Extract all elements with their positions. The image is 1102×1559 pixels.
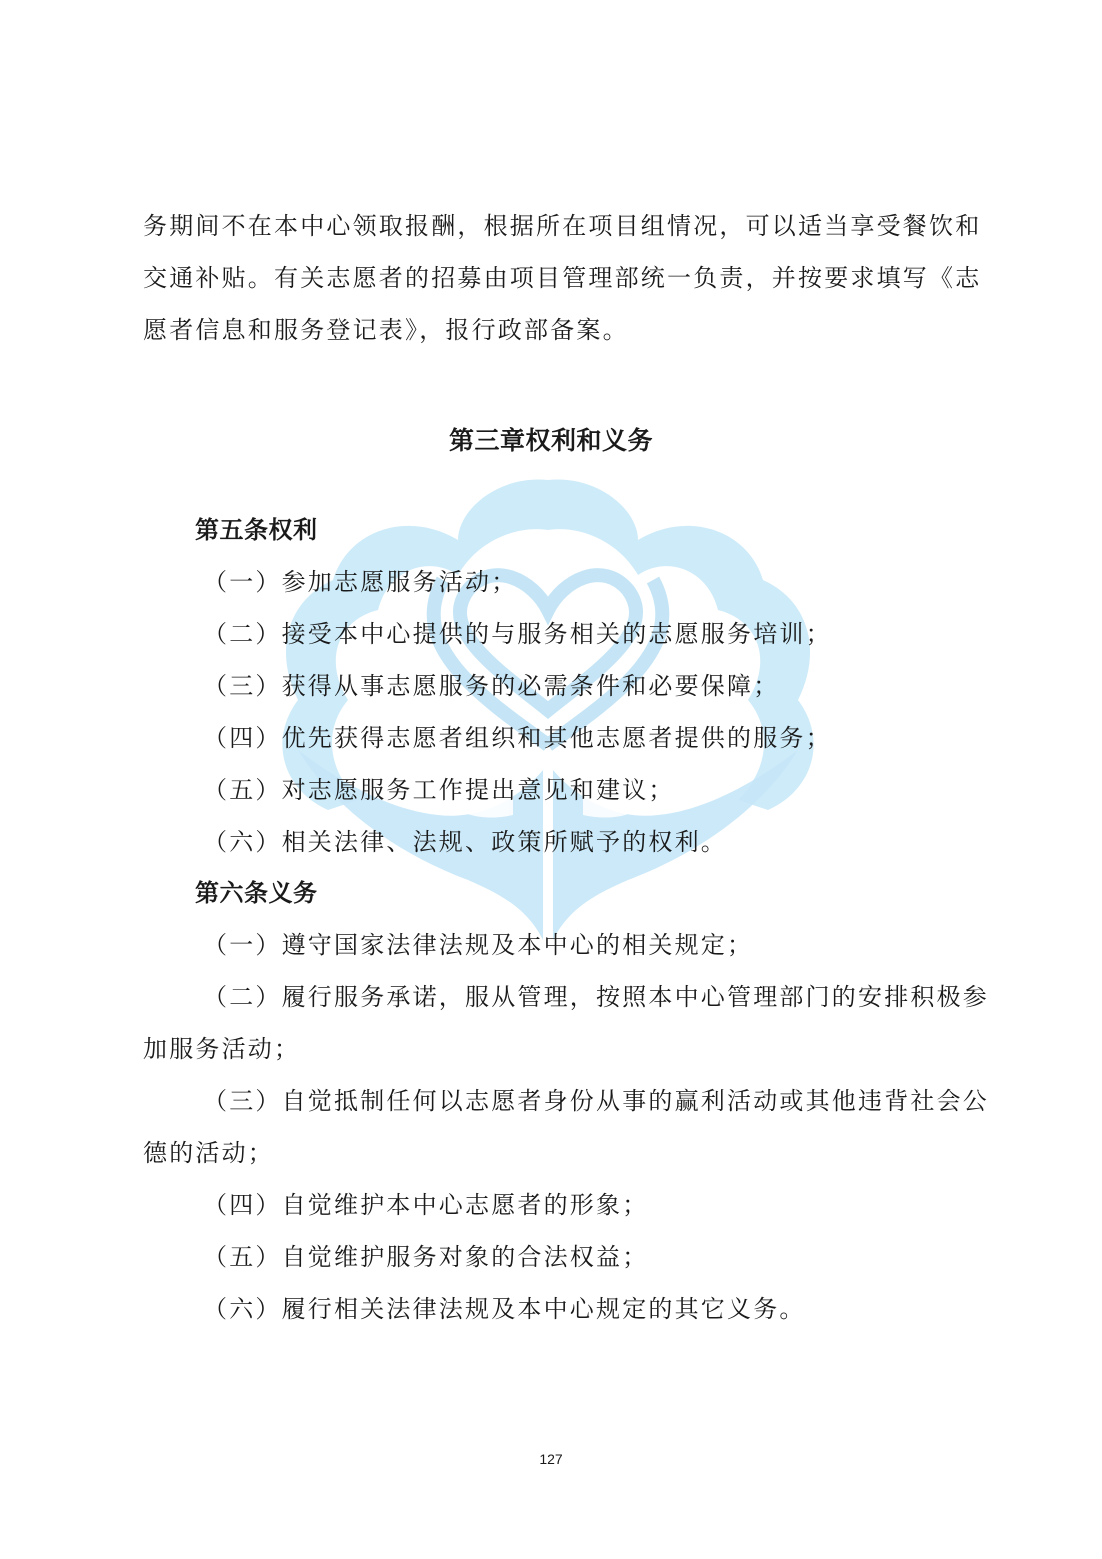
chapter-title: 第三章权利和义务 (448, 426, 653, 455)
list-item-continuation: 加服务活动； (143, 1035, 301, 1063)
list-item: （一）遵守国家法律法规及本中心的相关规定； (203, 931, 754, 959)
paragraph-line: 交通补贴。有关志愿者的招募由项目管理部统一负责，并按要求填写《志 (143, 264, 982, 292)
article-five-title: 第五条权利 (195, 516, 318, 544)
list-item-continuation: 德的活动； (143, 1139, 274, 1167)
list-item: （五）对志愿服务工作提出意见和建议； (203, 776, 675, 804)
list-item: （五）自觉维护服务对象的合法权益； (203, 1243, 649, 1271)
list-item: （一）参加志愿服务活动； (203, 568, 518, 596)
list-item: （六）相关法律、法规、政策所赋予的权利。 (203, 828, 727, 856)
list-item: （四）自觉维护本中心志愿者的形象； (203, 1191, 649, 1219)
list-item: （六）履行相关法律法规及本中心规定的其它义务。 (203, 1295, 806, 1323)
list-item: （三）获得从事志愿服务的必需条件和必要保障； (203, 672, 780, 700)
page-number: 127 (539, 1451, 563, 1467)
list-item: （二）履行服务承诺，服从管理，按照本中心管理部门的安排积极参 (203, 983, 989, 1011)
article-six-title: 第六条义务 (195, 879, 318, 907)
paragraph-line: 务期间不在本中心领取报酬，根据所在项目组情况，可以适当享受餐饮和 (143, 212, 982, 240)
list-item: （三）自觉抵制任何以志愿者身份从事的赢利活动或其他违背社会公 (203, 1087, 989, 1115)
paragraph-line: 愿者信息和服务登记表》，报行政部备案。 (143, 316, 629, 344)
list-item: （二）接受本中心提供的与服务相关的志愿服务培训； (203, 620, 832, 648)
list-item: （四）优先获得志愿者组织和其他志愿者提供的服务； (203, 724, 832, 752)
